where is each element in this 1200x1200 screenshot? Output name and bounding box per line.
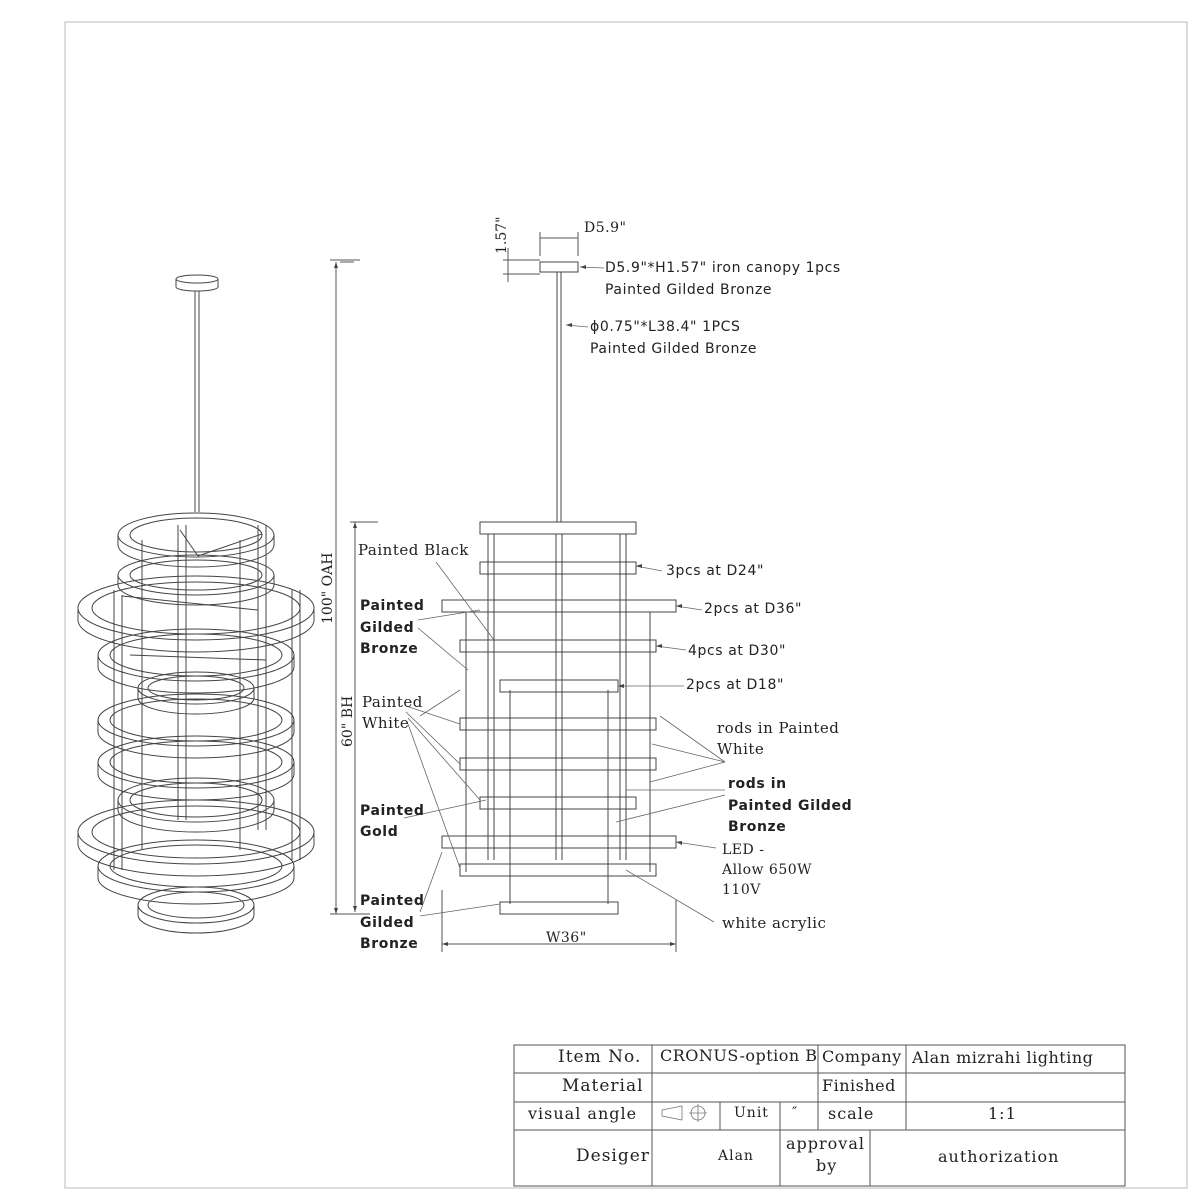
rod-callout-line1: ϕ0.75"*L38.4" 1PCS — [590, 319, 741, 335]
ring-d36 — [442, 836, 676, 848]
rings-d18-callout: 2pcs at D18" — [686, 677, 784, 693]
canopy-callout-line2: Painted Gilded Bronze — [605, 282, 773, 298]
ring-d24 — [480, 797, 636, 809]
designer-value: Alan — [718, 1148, 754, 1164]
ring-d24 — [480, 522, 636, 534]
perspective-view — [78, 275, 314, 933]
rods-white-line2: White — [717, 740, 765, 758]
ring-d30 — [460, 640, 656, 652]
pgb-bottom-line3: Bronze — [360, 936, 419, 952]
projection-symbol-icon — [662, 1104, 707, 1122]
canopy-diameter-dimension — [540, 232, 578, 256]
led-line3: 110V — [722, 882, 761, 898]
item-no-label: Item No. — [558, 1047, 642, 1067]
painted-white-line1: Painted — [362, 693, 423, 711]
finished-label: Finished — [822, 1076, 896, 1095]
canopy-height-label: 1.57" — [494, 216, 510, 254]
led-line1: LED - — [722, 842, 765, 858]
width-label: W36" — [546, 930, 587, 946]
acrylic-callout: white acrylic — [722, 914, 827, 932]
designer-label: Desiger — [576, 1146, 650, 1166]
pgb-top-line1: Painted — [360, 598, 425, 614]
canopy-callout-line1: D5.9"*H1.57" iron canopy 1pcs — [605, 260, 841, 276]
ring-d18 — [500, 680, 618, 692]
approval-label-line1: approval — [786, 1134, 865, 1153]
pgb-top-line2: Gilded — [360, 620, 415, 636]
painted-gold-line2: Gold — [360, 824, 399, 840]
company-value: Alan mizrahi lighting — [912, 1048, 1094, 1067]
pgb-bottom-line1: Painted — [360, 893, 425, 909]
rods-pgb-line2: Painted Gilded — [728, 798, 853, 814]
pgb-bottom-line2: Gilded — [360, 915, 415, 931]
scale-value: 1:1 — [988, 1104, 1017, 1123]
canopy-diameter-label: D5.9" — [584, 220, 627, 236]
body-height-label: 60" BH — [340, 695, 356, 747]
overall-height-label: 100" OAH — [320, 552, 336, 624]
ring-d24 — [480, 562, 636, 574]
approval-label-line2: by — [816, 1156, 838, 1175]
ring-d30 — [460, 718, 656, 730]
rods-pgb-line1: rods in — [728, 776, 787, 792]
authorization-label: authorization — [938, 1147, 1060, 1166]
item-no-value: CRONUS-option B — [660, 1046, 818, 1065]
material-label: Material — [562, 1076, 644, 1096]
rings-d24-callout: 3pcs at D24" — [666, 563, 764, 579]
leader-lines — [404, 267, 725, 922]
ring-d18 — [500, 902, 618, 914]
visual-angle-label: visual angle — [528, 1104, 638, 1123]
rods-pgb-line3: Bronze — [728, 819, 787, 835]
unit-value: ″ — [792, 1105, 799, 1121]
scale-label: scale — [828, 1104, 875, 1123]
rings-d36-callout: 2pcs at D36" — [704, 601, 802, 617]
rod-callout-line2: Painted Gilded Bronze — [590, 341, 758, 357]
rods-white-line1: rods in Painted — [717, 719, 840, 737]
led-line2: Allow 650W — [722, 862, 813, 878]
rings-d30-callout: 4pcs at D30" — [688, 643, 786, 659]
painted-gold-line1: Painted — [360, 803, 425, 819]
company-label: Company — [822, 1047, 902, 1066]
painted-black-label: Painted Black — [358, 541, 469, 559]
ring-d30 — [460, 758, 656, 770]
painted-white-line2: White — [362, 714, 410, 732]
unit-label: Unit — [734, 1105, 769, 1121]
pgb-top-line3: Bronze — [360, 641, 419, 657]
